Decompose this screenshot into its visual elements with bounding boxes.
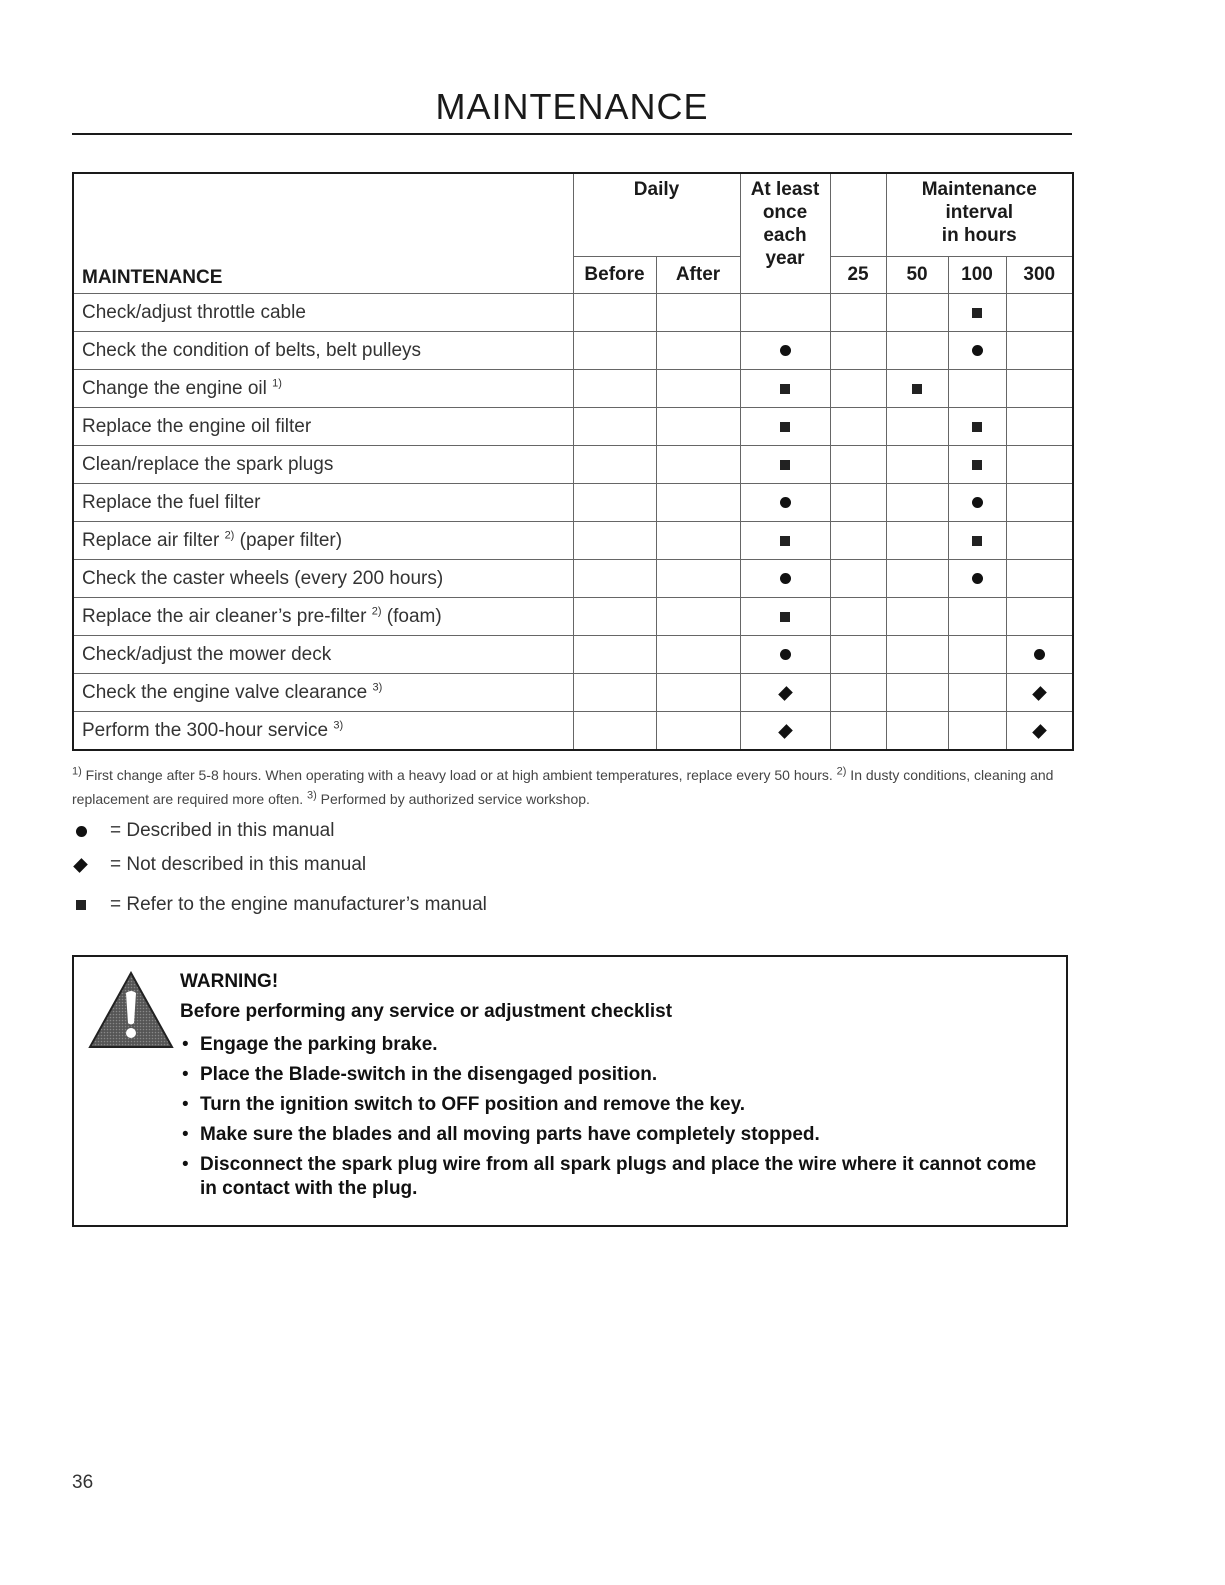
header-maintenance-interval: Maintenance interval in hours [886, 173, 1073, 257]
header-after: After [656, 257, 740, 294]
square-icon [780, 460, 790, 470]
legend-item: = Refer to the engine manufacturer’s manual [72, 888, 1072, 922]
mark-cell-year [740, 522, 830, 560]
dot-icon [780, 497, 791, 508]
task-cell: Clean/replace the spark plugs [73, 446, 573, 484]
mark-cell-h300 [1006, 408, 1073, 446]
square-icon [780, 612, 790, 622]
checklist-item: • Disconnect the spark plug wire from all spark plugs and place the wire where it cannot come in contact with the plug. [180, 1153, 1040, 1201]
mark-cell-h300 [1006, 674, 1073, 712]
mark-cell-h300 [1006, 598, 1073, 636]
mark-cell-h25 [830, 674, 886, 712]
mark-cell-h100 [948, 332, 1006, 370]
mark-cell-h100 [948, 674, 1006, 712]
warning-checklist [180, 1033, 1040, 1201]
mark-cell-h25 [830, 408, 886, 446]
mark-cell-before [573, 598, 656, 636]
checklist-item: • Make sure the blades and all moving parts have completely stopped. [180, 1123, 1040, 1147]
dot-icon [76, 826, 87, 837]
mark-cell-h25 [830, 636, 886, 674]
mark-cell-before [573, 332, 656, 370]
mark-cell-h300 [1006, 522, 1073, 560]
checklist-item: • Engage the parking brake. [180, 1033, 1040, 1057]
task-cell: Replace the engine oil filter [73, 408, 573, 446]
dot-icon [780, 573, 791, 584]
mark-cell-after [656, 598, 740, 636]
mark-cell-h50 [886, 674, 948, 712]
diamond-icon [1032, 724, 1047, 739]
square-icon [972, 308, 982, 318]
table-row [73, 294, 1073, 332]
mark-cell-after [656, 332, 740, 370]
header-hours-50: 50 [886, 257, 948, 294]
mark-cell-h50 [886, 370, 948, 408]
dot-icon [972, 345, 983, 356]
mark-cell-h300 [1006, 636, 1073, 674]
table-row [73, 446, 1073, 484]
page-number: 36 [72, 1472, 94, 1493]
table-row [73, 408, 1073, 446]
mark-cell-h25 [830, 370, 886, 408]
mark-cell-h25 [830, 522, 886, 560]
mark-cell-h100 [948, 484, 1006, 522]
mark-cell-h100 [948, 712, 1006, 751]
mark-cell-after [656, 636, 740, 674]
mark-cell-h100 [948, 294, 1006, 332]
mark-cell-year [740, 636, 830, 674]
table-body [73, 294, 1073, 751]
mark-cell-h100 [948, 522, 1006, 560]
mark-cell-before [573, 484, 656, 522]
mark-cell-before [573, 294, 656, 332]
mark-cell-h25 [830, 484, 886, 522]
warning-title: WARNING! [180, 971, 279, 992]
mark-cell-before [573, 560, 656, 598]
mark-cell-h100 [948, 560, 1006, 598]
mark-cell-after [656, 560, 740, 598]
legend-item: = Described in this manual [72, 814, 1072, 848]
mark-cell-h25 [830, 446, 886, 484]
diamond-icon [778, 686, 793, 701]
mark-cell-year [740, 560, 830, 598]
mark-cell-year [740, 674, 830, 712]
square-icon [972, 460, 982, 470]
mark-cell-after [656, 294, 740, 332]
mark-cell-h25 [830, 712, 886, 751]
mark-cell-h50 [886, 294, 948, 332]
symbol-legend [72, 814, 1072, 922]
checklist-item: • Turn the ignition switch to OFF position and remove the key. [180, 1093, 1040, 1117]
square-icon [972, 422, 982, 432]
mark-cell-year [740, 332, 830, 370]
mark-cell-year [740, 446, 830, 484]
table-row [73, 332, 1073, 370]
square-icon [912, 384, 922, 394]
diamond-icon [1032, 686, 1047, 701]
mark-cell-h50 [886, 712, 948, 751]
diamond-icon [778, 724, 793, 739]
table-row [73, 370, 1073, 408]
warning-lead: Before performing any service or adjustment checklist [180, 1001, 673, 1022]
header-before: Before [573, 257, 656, 294]
checklist-item: • Place the Blade-switch in the disengaged position. [180, 1063, 1040, 1087]
dot-icon [1034, 649, 1045, 660]
mark-cell-before [573, 408, 656, 446]
warning-triangle-icon [88, 971, 174, 1049]
warning-text [180, 967, 1040, 1201]
mark-cell-before [573, 712, 656, 751]
table-row [73, 712, 1073, 751]
mark-cell-after [656, 408, 740, 446]
task-cell: Replace air filter $^{2)}$ (paper filter) [73, 522, 573, 560]
mark-cell-h100 [948, 370, 1006, 408]
mark-cell-before [573, 636, 656, 674]
footnotes: $^{1)}$ First change after 5-8 hours. When operating with a heavy load or at high ambient temperatures, replace every 50 hours. $^{2)}$ In dusty conditions, cleaning and replacement are required more often. $^{3)}$ Performed by authorized service workshop. [72, 765, 1054, 807]
mark-cell-after [656, 370, 740, 408]
task-cell: Check/adjust the mower deck [73, 636, 573, 674]
table-row [73, 560, 1073, 598]
task-cell: Check/adjust throttle cable [73, 294, 573, 332]
mark-cell-before [573, 522, 656, 560]
mark-cell-year [740, 598, 830, 636]
mark-cell-h100 [948, 408, 1006, 446]
mark-cell-year [740, 484, 830, 522]
header-spacer [830, 173, 886, 257]
mark-cell-year [740, 294, 830, 332]
square-icon [780, 536, 790, 546]
table-row [73, 522, 1073, 560]
header-at-least-once-each-year: At least once each year [740, 173, 830, 294]
mark-cell-h300 [1006, 484, 1073, 522]
mark-cell-h25 [830, 598, 886, 636]
mark-cell-h300 [1006, 370, 1073, 408]
mark-cell-before [573, 370, 656, 408]
mark-cell-h300 [1006, 446, 1073, 484]
header-daily: Daily [573, 173, 740, 257]
square-icon [972, 536, 982, 546]
title-rule [72, 133, 1072, 135]
header-hours-300: 300 [1006, 257, 1073, 294]
mark-cell-h50 [886, 560, 948, 598]
table-row [73, 598, 1073, 636]
mark-cell-h50 [886, 484, 948, 522]
mark-cell-year [740, 370, 830, 408]
mark-cell-h50 [886, 446, 948, 484]
mark-cell-h100 [948, 636, 1006, 674]
task-cell: Check the caster wheels (every 200 hours) [73, 560, 573, 598]
maintenance-table [72, 172, 1074, 751]
square-icon [780, 384, 790, 394]
mark-cell-before [573, 446, 656, 484]
table-row [73, 674, 1073, 712]
mark-cell-h300 [1006, 712, 1073, 751]
mark-cell-h300 [1006, 560, 1073, 598]
task-cell: Replace the fuel filter [73, 484, 573, 522]
mark-cell-h100 [948, 446, 1006, 484]
mark-cell-after [656, 522, 740, 560]
header-maintenance: MAINTENANCE [73, 173, 573, 294]
mark-cell-h50 [886, 332, 948, 370]
dot-icon [972, 573, 983, 584]
mark-cell-h50 [886, 522, 948, 560]
mark-cell-h300 [1006, 294, 1073, 332]
task-cell: Change the engine oil $^{1)}$ [73, 370, 573, 408]
mark-cell-h50 [886, 636, 948, 674]
mark-cell-h50 [886, 408, 948, 446]
mark-cell-h25 [830, 560, 886, 598]
square-icon [76, 900, 86, 910]
dot-icon [780, 345, 791, 356]
dot-icon [780, 649, 791, 660]
table-row [73, 484, 1073, 522]
square-icon [780, 422, 790, 432]
task-cell: Replace the air cleaner’s pre-filter $^{2)}$ (foam) [73, 598, 573, 636]
header-hours-25: 25 [830, 257, 886, 294]
mark-cell-h25 [830, 294, 886, 332]
diamond-icon [73, 858, 88, 873]
task-cell: Perform the 300-hour service $^{3)}$ [73, 712, 573, 751]
mark-cell-after [656, 712, 740, 751]
mark-cell-after [656, 446, 740, 484]
mark-cell-h25 [830, 332, 886, 370]
mark-cell-after [656, 484, 740, 522]
mark-cell-after [656, 674, 740, 712]
header-hours-100: 100 [948, 257, 1006, 294]
legend-item: = Not described in this manual [72, 848, 1072, 882]
warning-box [72, 955, 1068, 1227]
table-row [73, 636, 1073, 674]
mark-cell-year [740, 408, 830, 446]
mark-cell-h50 [886, 598, 948, 636]
dot-icon [972, 497, 983, 508]
mark-cell-before [573, 674, 656, 712]
task-cell: Check the engine valve clearance $^{3)}$ [73, 674, 573, 712]
mark-cell-h300 [1006, 332, 1073, 370]
task-cell: Check the condition of belts, belt pulleys [73, 332, 573, 370]
mark-cell-h100 [948, 598, 1006, 636]
mark-cell-year [740, 712, 830, 751]
page-title: MAINTENANCE [435, 86, 709, 127]
